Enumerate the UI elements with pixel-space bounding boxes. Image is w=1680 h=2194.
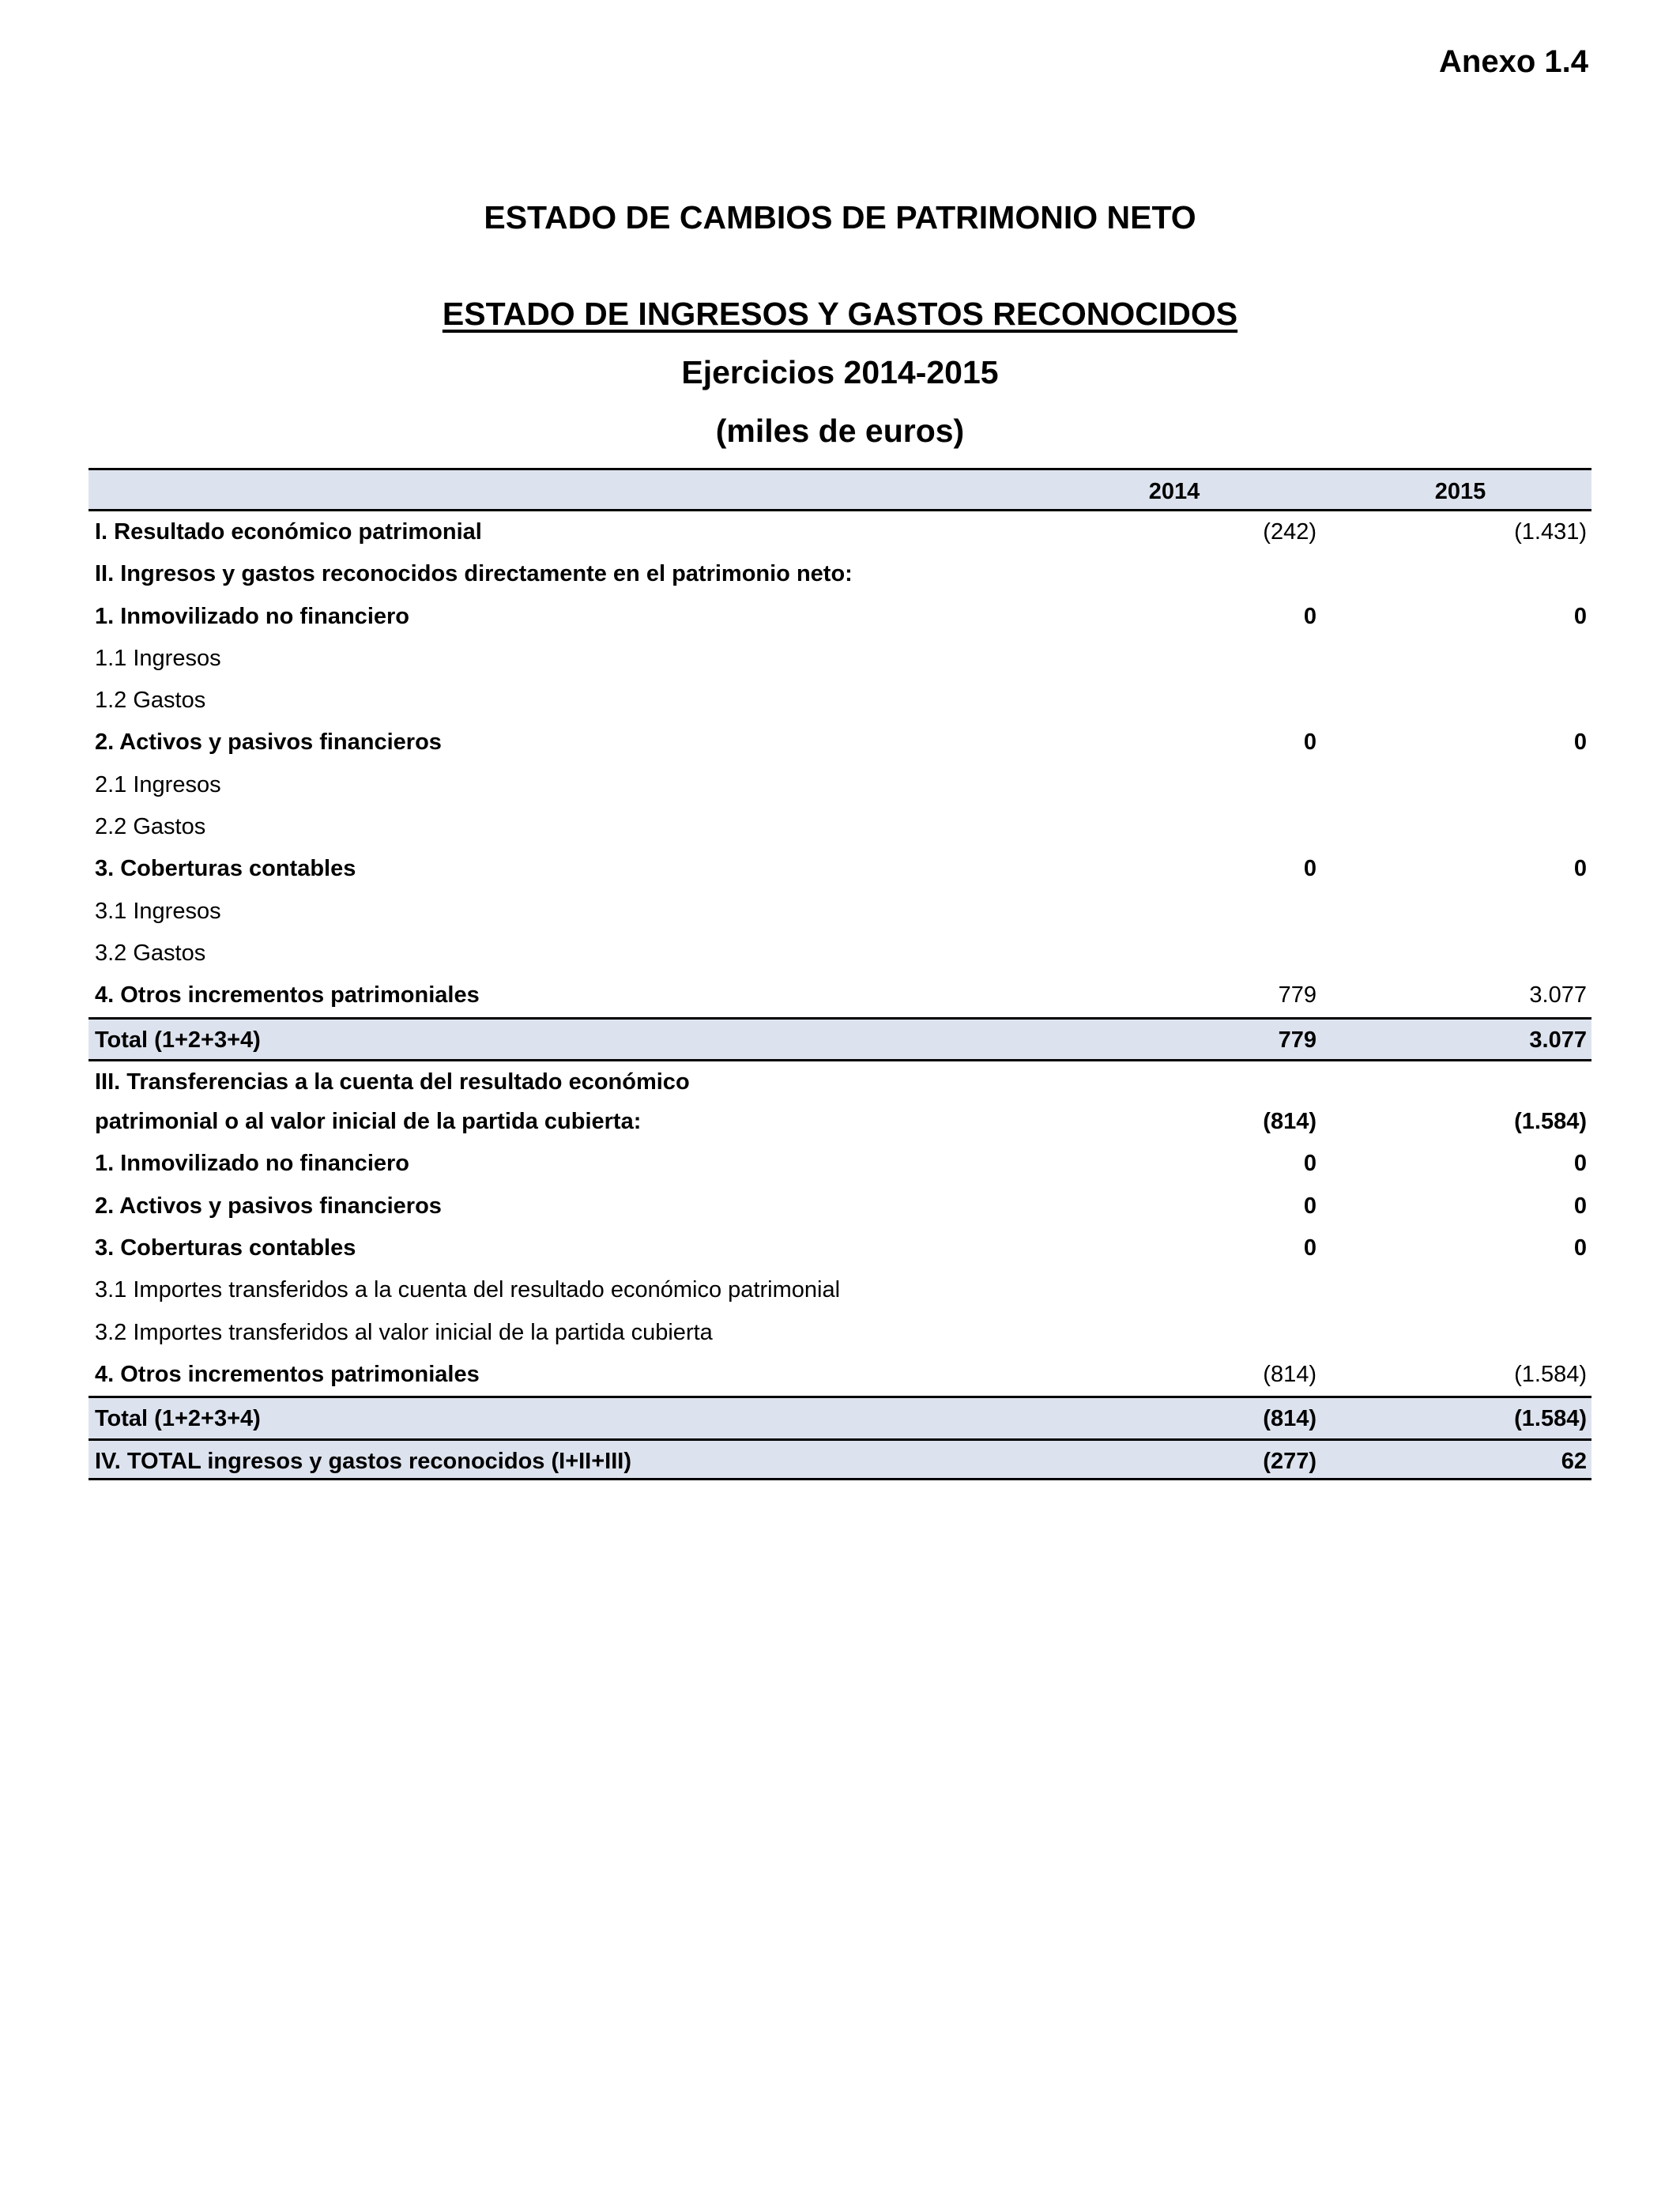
value-2014: 0 — [1303, 1193, 1317, 1219]
units-label: (miles de euros) — [715, 413, 965, 449]
row-label: 2.1 Ingresos — [95, 771, 221, 797]
row-label: 2. Activos y pasivos financieros — [95, 729, 442, 756]
row-label: 3. Coberturas contables — [95, 1235, 356, 1261]
table-row — [89, 806, 1591, 848]
table-row — [89, 1186, 1591, 1227]
table-row — [89, 1312, 1591, 1354]
value-2015: 3.077 — [1529, 1027, 1587, 1053]
table-row — [89, 1354, 1591, 1396]
row-label: 1.1 Ingresos — [95, 645, 221, 671]
column-header-2014: 2014 — [1148, 479, 1200, 504]
annex-label: Anexo 1.4 — [1439, 44, 1588, 79]
value-2014: 0 — [1303, 1151, 1317, 1177]
row-label: III. Transferencias a la cuenta del resultado económico — [95, 1069, 690, 1095]
table-row — [89, 1101, 1591, 1143]
value-2015: 0 — [1573, 1193, 1587, 1219]
value-2015: 3.077 — [1529, 982, 1587, 1008]
value-2015: 0 — [1573, 1151, 1587, 1177]
value-2014: 0 — [1303, 856, 1317, 882]
table-row — [89, 553, 1591, 595]
row-label: 4. Otros incrementos patrimoniales — [95, 1361, 480, 1387]
row-label: 1. Inmovilizado no financiero — [95, 1151, 409, 1177]
table-row — [89, 722, 1591, 763]
row-label: patrimonial o al valor inicial de la partida cubierta: — [95, 1109, 642, 1135]
row-label: II. Ingresos y gastos reconocidos directamente en el patrimonio neto: — [95, 561, 853, 587]
table-row — [89, 1017, 1591, 1059]
document-title: ESTADO DE CAMBIOS DE PATRIMONIO NETO — [484, 199, 1196, 236]
value-2015: 62 — [1561, 1448, 1587, 1474]
row-label: 3.2 Importes transferidos al valor inicial de la partida cubierta — [95, 1319, 713, 1345]
value-2015: 0 — [1573, 1235, 1587, 1261]
row-label: 4. Otros incrementos patrimoniales — [95, 982, 480, 1008]
row-label: 3. Coberturas contables — [95, 856, 356, 882]
value-2015: (1.584) — [1514, 1406, 1587, 1432]
value-2014: (814) — [1263, 1109, 1317, 1135]
table-row — [89, 1438, 1591, 1480]
value-2014: 779 — [1278, 982, 1317, 1008]
row-label: Total (1+2+3+4) — [95, 1406, 261, 1432]
row-label: 2. Activos y pasivos financieros — [95, 1193, 442, 1219]
table-body — [89, 511, 1591, 1480]
column-header-2015: 2015 — [1434, 479, 1486, 504]
value-2014: 779 — [1278, 1027, 1317, 1053]
value-2015: 0 — [1573, 729, 1587, 756]
table-row — [89, 764, 1591, 806]
table-row — [89, 680, 1591, 722]
row-label: 1. Inmovilizado no financiero — [95, 603, 409, 629]
value-2014: (814) — [1263, 1406, 1317, 1432]
value-2015: (1.584) — [1514, 1109, 1587, 1135]
row-label: Total (1+2+3+4) — [95, 1027, 261, 1053]
table-row — [89, 891, 1591, 933]
table-row — [89, 596, 1591, 638]
row-label: 2.2 Gastos — [95, 814, 206, 840]
value-2014: 0 — [1303, 603, 1317, 629]
table-row — [89, 511, 1591, 553]
row-label: 3.1 Importes transferidos a la cuenta del resultado económico patrimonial — [95, 1277, 841, 1303]
value-2014: (814) — [1263, 1361, 1317, 1387]
table-row — [89, 848, 1591, 890]
value-2014: (277) — [1263, 1448, 1317, 1474]
value-2014: 0 — [1303, 729, 1317, 756]
row-label: 3.1 Ingresos — [95, 898, 221, 924]
value-2015: 0 — [1573, 603, 1587, 629]
period-label: Ejercicios 2014-2015 — [681, 354, 999, 390]
row-label: IV. TOTAL ingresos y gastos reconocidos (I+II+III) — [95, 1448, 632, 1474]
table-header-row — [89, 468, 1591, 511]
value-2015: 0 — [1573, 856, 1587, 882]
table-row — [89, 1396, 1591, 1438]
income-expense-table — [89, 468, 1591, 1480]
table-row — [89, 1143, 1591, 1185]
table-row — [89, 1269, 1591, 1311]
row-label: I. Resultado económico patrimonial — [95, 519, 482, 545]
value-2015: (1.431) — [1514, 519, 1587, 545]
row-label: 3.2 Gastos — [95, 940, 206, 966]
table-row — [89, 638, 1591, 680]
row-label: 1.2 Gastos — [95, 688, 206, 714]
table-row — [89, 974, 1591, 1016]
value-2015: (1.584) — [1514, 1361, 1587, 1387]
table-row — [89, 933, 1591, 974]
value-2014: 0 — [1303, 1235, 1317, 1261]
value-2014: (242) — [1263, 519, 1317, 545]
document-subtitle: ESTADO DE INGRESOS Y GASTOS RECONOCIDOS — [442, 296, 1238, 332]
table-row — [89, 1227, 1591, 1269]
table-row — [89, 1059, 1591, 1101]
